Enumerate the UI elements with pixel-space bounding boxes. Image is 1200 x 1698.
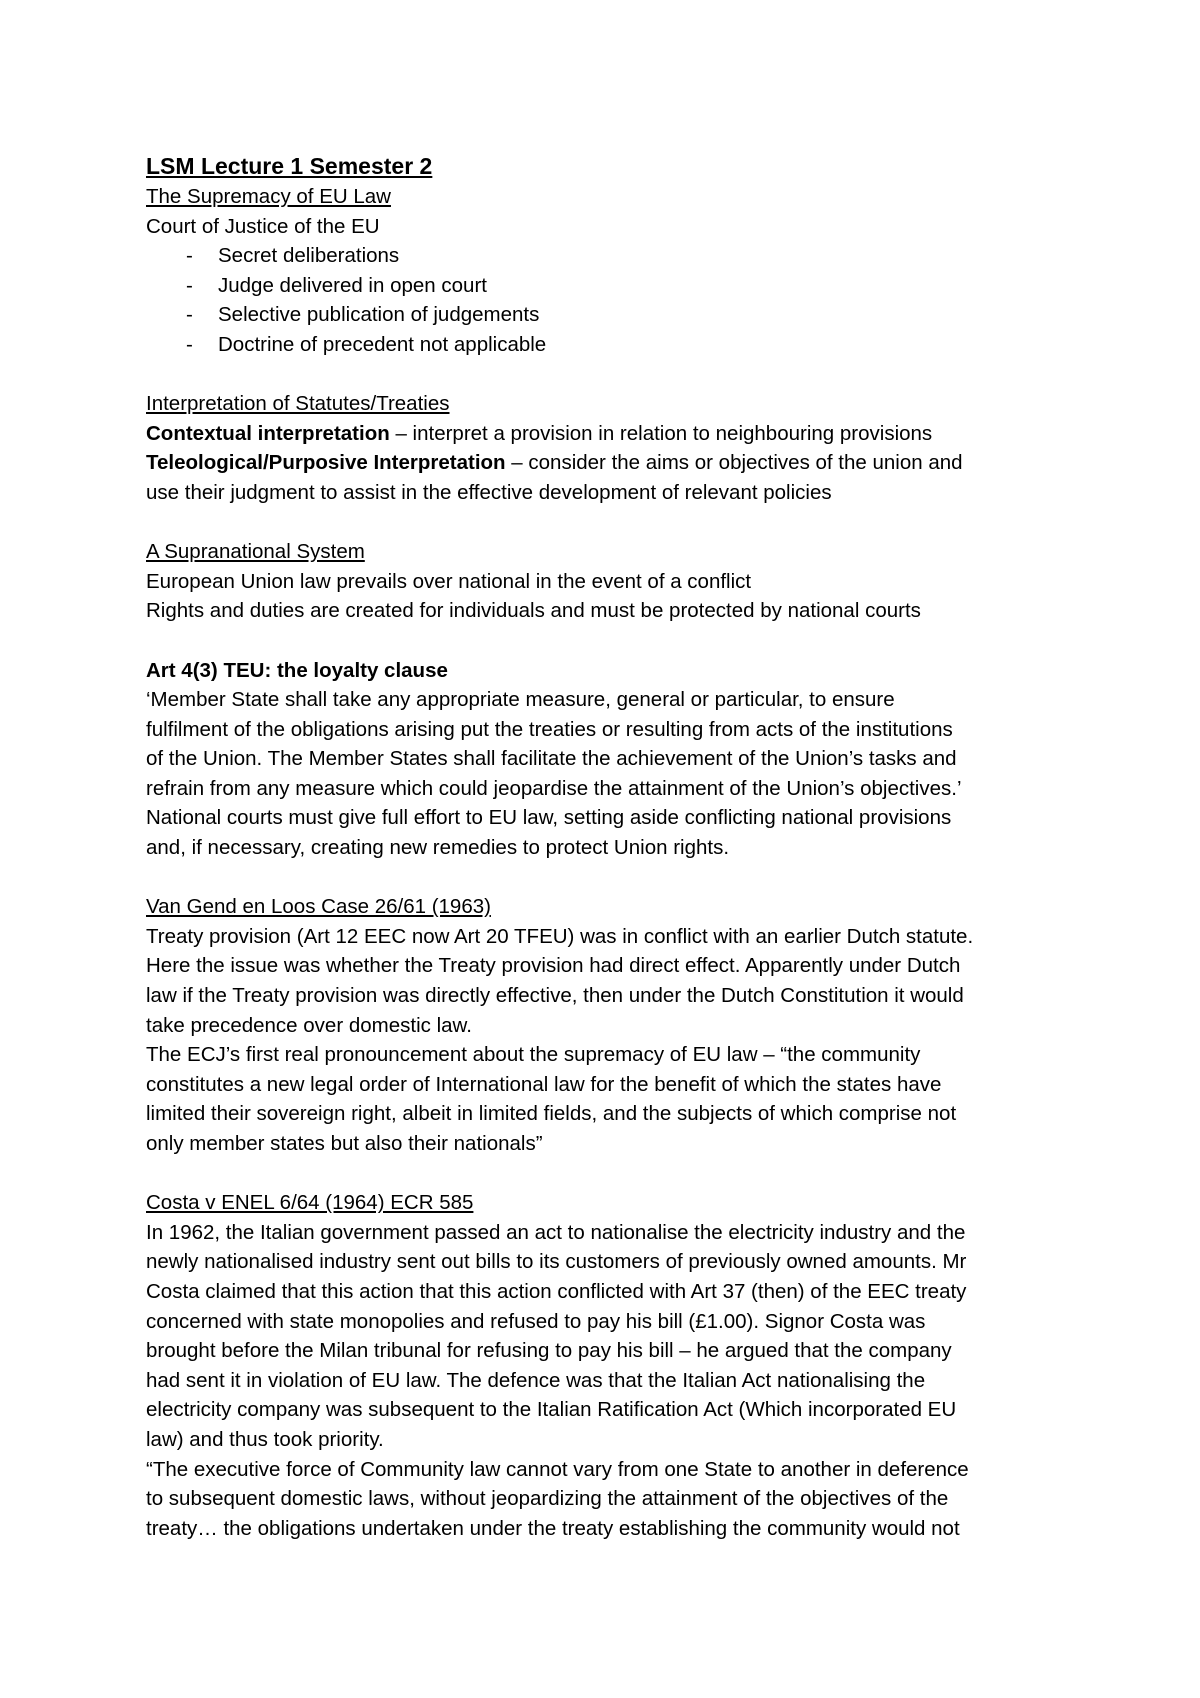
supranational-heading: A Supranational System [146, 540, 365, 564]
van-gend-line: constitutes a new legal order of International law for the benefit of which the states have [146, 1072, 942, 1096]
dash-marker: - [186, 244, 193, 268]
document-page [146, 150, 1066, 1543]
costa-line: treaty… the obligations undertaken under the treaty establishing the community would not [146, 1516, 960, 1540]
paragraph-gap [146, 626, 1066, 656]
van-gend-line: The ECJ’s first real pronouncement about the supremacy of EU law – “the community [146, 1043, 921, 1067]
van-gend-line: Here the issue was whether the Treaty provision had direct effect. Apparently under Dutch [146, 954, 961, 978]
court-subheading: Court of Justice of the EU [146, 214, 380, 238]
costa-line: law) and thus took priority. [146, 1427, 384, 1451]
costa-line: brought before the Milan tribunal for refusing to pay his bill – he argued that the company [146, 1339, 952, 1363]
bullet-item [146, 330, 1066, 360]
teleological-term: Teleological/Purposive Interpretation [146, 451, 506, 475]
loyalty-line: fulfilment of the obligations arising put the treaties or resulting from acts of the institutions [146, 717, 953, 741]
supremacy-heading: The Supremacy of EU Law [146, 185, 391, 208]
costa-line: Costa claimed that this action that this action conflicted with Art 37 (then) of the EEC treaty [146, 1279, 967, 1303]
dash-marker: - [186, 332, 193, 356]
loyalty-line: of the Union. The Member States shall facilitate the achievement of the Union’s tasks and [146, 747, 957, 771]
contextual-text: – interpret a provision in relation to neighbouring provisions [389, 421, 933, 445]
bullet-item [146, 300, 1066, 330]
paragraph-gap [146, 360, 1066, 390]
bullet-text: Judge delivered in open court [218, 273, 487, 297]
teleological-line-cont: use their judgment to assist in the effective development of relevant policies [146, 480, 832, 504]
teleological-text: – consider the aims or objectives of the union and [505, 451, 963, 475]
van-gend-heading: Van Gend en Loos Case 26/61 (1963) [146, 895, 491, 919]
loyalty-line: ‘Member State shall take any appropriate measure, general or particular, to ensure [146, 688, 895, 712]
costa-heading: Costa v ENEL 6/64 (1964) ECR 585 [146, 1191, 474, 1215]
van-gend-line: take precedence over domestic law. [146, 1013, 472, 1037]
loyalty-heading: Art 4(3) TEU: the loyalty clause [146, 658, 448, 682]
loyalty-line: refrain from any measure which could jeopardise the attainment of the Union’s objectives.’ [146, 776, 962, 800]
van-gend-line: only member states but also their nationals” [146, 1132, 543, 1155]
paragraph-gap [146, 1159, 1066, 1189]
teleological-line [146, 448, 1066, 478]
contextual-line [146, 419, 1066, 449]
van-gend-line: law if the Treaty provision was directly effective, then under the Dutch Constitution it would [146, 984, 964, 1008]
costa-line: had sent it in violation of EU law. The defence was that the Italian Act nationalising the [146, 1368, 926, 1392]
dash-marker: - [186, 273, 193, 297]
van-gend-line: limited their sovereign right, albeit in limited fields, and the subjects of which comprise not [146, 1102, 957, 1126]
costa-line: electricity company was subsequent to the Italian Ratification Act (Which incorporated EU [146, 1398, 957, 1422]
contextual-term: Contextual interpretation [146, 421, 390, 445]
costa-line: to subsequent domestic laws, without jeopardizing the attainment of the objectives of the [146, 1487, 949, 1511]
paragraph-gap [146, 863, 1066, 893]
loyalty-line: and, if necessary, creating new remedies to protect Union rights. [146, 836, 730, 860]
supranational-line: European Union law prevails over national in the event of a conflict [146, 569, 752, 593]
bullet-text: Doctrine of precedent not applicable [218, 332, 547, 356]
loyalty-line: National courts must give full effort to EU law, setting aside conflicting national provisions [146, 806, 952, 830]
dash-marker: - [186, 303, 193, 327]
van-gend-line: Treaty provision (Art 12 EEC now Art 20 TFEU) was in conflict with an earlier Dutch statute. [146, 924, 974, 948]
costa-line: “The executive force of Community law cannot vary from one State to another in deference [146, 1457, 969, 1481]
paragraph-gap [146, 508, 1066, 538]
costa-line: newly nationalised industry sent out bills to its customers of previously owned amounts. Mr [146, 1250, 967, 1274]
document-title: LSM Lecture 1 Semester 2 [146, 153, 433, 179]
costa-line: concerned with state monopolies and refused to pay his bill (£1.00). Signor Costa was [146, 1309, 926, 1333]
supranational-line: Rights and duties are created for individuals and must be protected by national courts [146, 599, 921, 623]
costa-line: In 1962, the Italian government passed an act to nationalise the electricity industry and the [146, 1220, 966, 1244]
bullet-text: Selective publication of judgements [218, 303, 540, 327]
court-bullet-list [146, 241, 1066, 359]
bullet-item [146, 241, 1066, 271]
bullet-text: Secret deliberations [218, 244, 400, 268]
interpretation-heading: Interpretation of Statutes/Treaties [146, 392, 450, 416]
bullet-item [146, 271, 1066, 301]
